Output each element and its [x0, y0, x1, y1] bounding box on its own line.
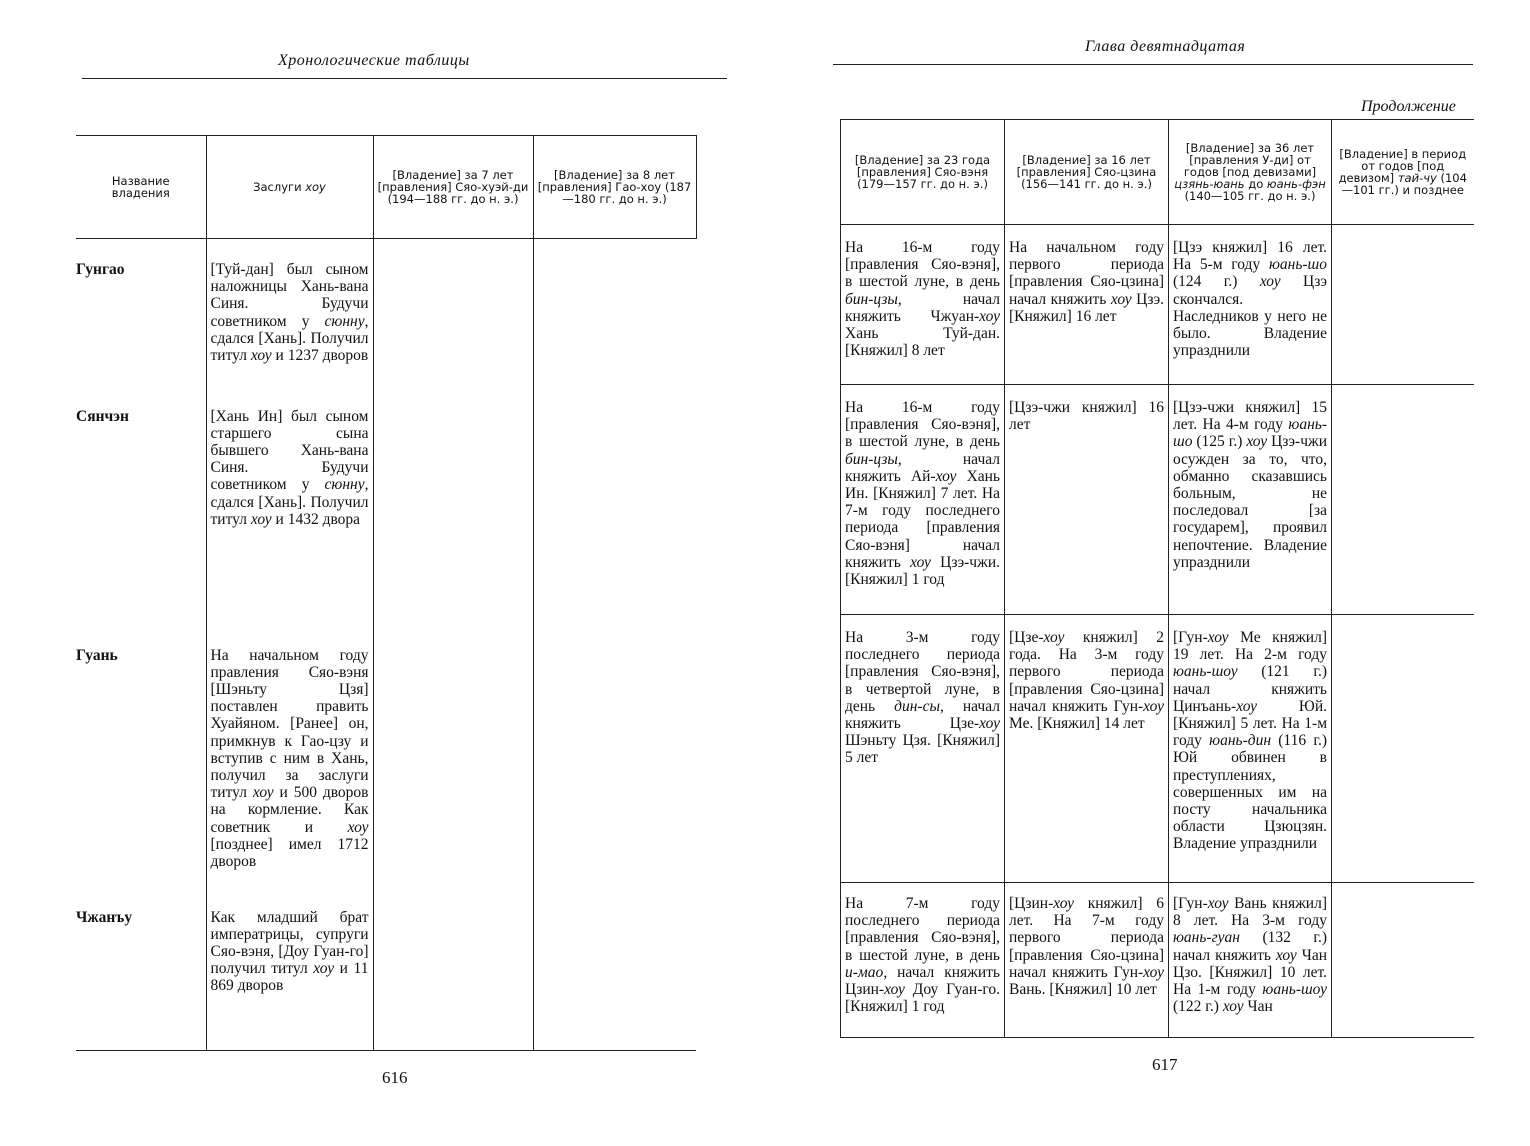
cell-b-text: На начальном году первого периода [правления Сяо-цзина] начал княжить хоу Цзэ. [Княжил] 16 лет — [1009, 239, 1164, 325]
empty-cell — [373, 629, 533, 891]
cell-a — [841, 883, 1005, 1038]
merits-cell — [206, 394, 373, 629]
header-reign-d — [1332, 120, 1474, 225]
cell-b — [1005, 615, 1169, 883]
cell-c-text: [Гун-хоу Вань княжил] 8 лет. На 3-м году юань-гуан (132 г.) начал княжить хоу Чан Цзо. [Княжил] 10 лет. На 1-м году юань-шоу (122 г.) хоу Чан — [1173, 895, 1328, 1016]
cell-d — [1332, 883, 1474, 1038]
cell-c-text: [Гун-хоу Ме княжил] 19 лет. На 2-м году юань-шоу (121 г.) начал княжить Цинъань-хоу Юй. [Княжил] 5 лет. На 1-м году юань-дин (116 г.) Юй обвинен в преступлениях, совершенных им на посту начальника области Цзюцзян. Владение упразднили — [1173, 629, 1327, 853]
domain-name: Гуань — [76, 646, 118, 664]
empty-cell — [533, 239, 696, 394]
left-row — [76, 239, 696, 394]
merits-cell — [206, 891, 373, 1051]
header-merits: Заслуги хоу — [206, 136, 373, 239]
cell-b-text: [Цзин-хоу княжил] 6 лет. На 7-м году первого периода [правления Сяо-цзина] начал княжить Гун-хоу Вань. [Княжил] 10 лет — [1009, 895, 1164, 999]
cell-b — [1005, 225, 1169, 385]
cell-b — [1005, 883, 1169, 1038]
page-number-right: 617 — [1152, 1055, 1178, 1074]
header-reign-d-text: [Владение] в период от годов [под девизом] тай-чу (104—101 гг.) и позднее — [1338, 147, 1467, 197]
merits-text: На начальном году правления Сяо-вэня [Шэньту Цзя] поставлен править Хуайяном. [Ранее] он, примкнув к Гао-цзу и вступив с ним в Хань, получил за заслуги титул хоу и 500 дворов на кормление. Как советник и хоу [позднее] имел 1712 дворов — [210, 646, 369, 870]
continued-label: Продолжение — [1361, 98, 1456, 115]
right-row — [841, 225, 1474, 385]
empty-cell — [373, 394, 533, 629]
header-reign-c — [1169, 120, 1332, 225]
cell-c-text: [Цзэ-чжи княжил] 15 лет. На 4-м году юань-шо (125 г.) хоу Цзэ-чжи осужден за то, что, обманно сказавшись больным, не последовал [за государем], проявил непочтение. Владение упразднили — [1173, 399, 1328, 571]
header-reign-1: [Владение] за 7 лет [правления] Сяо-хуэй-ди (194—188 гг. до н. э.) — [373, 136, 533, 239]
cell-c — [1169, 385, 1332, 615]
empty-cell — [373, 891, 533, 1051]
cell-c — [1169, 225, 1332, 385]
head-rule-left — [82, 78, 727, 79]
domain-name: Гунгао — [76, 261, 125, 278]
right-row — [841, 615, 1474, 883]
cell-a — [841, 225, 1005, 385]
running-head-left: Хронологические таблицы — [278, 52, 470, 69]
right-row — [841, 883, 1474, 1038]
cell-a-text: На 16-м году [правления Сяо-вэня], в шестой луне, в день бин-цзы, начал княжить Чжуан-хоу Хань Туй-дан. [Княжил] 8 лет — [845, 239, 1000, 360]
cell-d — [1332, 225, 1474, 385]
domain-name: Сянчэн — [76, 407, 129, 425]
empty-cell — [373, 239, 533, 394]
merits-cell — [206, 239, 373, 394]
header-reign-2: [Владение] за 8 лет [правления] Гао-хоу (187—180 гг. до н. э.) — [533, 136, 696, 239]
right-page — [765, 0, 1530, 1146]
cell-b-text: [Цзе-хоу княжил] 2 года. На 3-м году первого периода [правления Сяо-цзина] начал княжить Гун-хоу Ме. [Княжил] 14 лет — [1009, 629, 1164, 733]
header-name: Название владения — [111, 174, 170, 200]
left-table — [76, 135, 697, 1051]
cell-d — [1332, 615, 1474, 883]
empty-cell — [533, 891, 696, 1051]
cell-c — [1169, 615, 1332, 883]
cell-a — [841, 615, 1005, 883]
right-header-row — [841, 120, 1474, 225]
domain-name: Чжанъу — [76, 908, 133, 926]
head-rule-right — [833, 64, 1473, 65]
merits-text: [Туй-дан] был сыном наложницы Хань-вана Синя. Будучи советником у сюнну, сдался [Хань]. Получил титул хоу и 1237 дворов — [210, 261, 369, 365]
merits-text: Как младший брат императрицы, супруги Сяо-вэня, [Доу Гуан-го] получил титул хоу и 11 869 дворов — [210, 908, 369, 995]
cell-a-text: На 7-м году последнего периода [правления Сяо-вэня], в шестой луне, в день и-мао, начал княжить Цзин-хоу Доу Гуан-го. [Княжил] 1 год — [845, 895, 1000, 1016]
left-header-row — [76, 136, 696, 239]
running-head-right: Глава девятнадцатая — [1085, 38, 1246, 55]
cell-b — [1005, 385, 1169, 615]
cell-b-text: [Цзэ-чжи княжил] 16 лет — [1009, 399, 1164, 434]
header-reign-c-text: [Владение] за 36 лет [правления У-ди] от годов [под девизами] цзянь-юань до юань-фэн (140—105 гг. до н. э.) — [1174, 141, 1326, 203]
header-reign-b: [Владение] за 16 лет [правления] Сяо-цзина (156—141 гг. до н. э.) — [1005, 120, 1169, 225]
right-row — [841, 385, 1474, 615]
cell-c — [1169, 883, 1332, 1038]
empty-cell — [533, 394, 696, 629]
cell-a-text: На 3-м году последнего периода [правления Сяо-вэня], в четвертой луне, в день дин-сы, начал княжить Цзе-хоу Шэньту Цзя. [Княжил] 5 лет — [845, 629, 1000, 767]
page-number-left: 616 — [382, 1068, 408, 1087]
header-reign-a: [Владение] за 23 года [правления] Сяо-вэня (179—157 гг. до н. э.) — [841, 120, 1005, 225]
cell-a-text: На 16-м году [правления Сяо-вэня], в шестой луне, в день бин-цзы, начал княжить Ай-хоу Хань Ин. [Княжил] 7 лет. На 7-м году последнего периода [правления Сяо-вэня] начал княжить хоу Цзэ-чжи. [Княжил] 1 год — [845, 399, 1000, 589]
cell-d — [1332, 385, 1474, 615]
empty-cell — [533, 629, 696, 891]
right-table — [840, 119, 1474, 1038]
cell-a — [841, 385, 1005, 615]
merits-text: [Хань Ин] был сыном старшего сына бывшего Хань-вана Синя. Будучи советником у сюнну, сдался [Хань]. Получил титул хоу и 1432 двора — [210, 407, 369, 528]
merits-cell — [206, 629, 373, 891]
left-row — [76, 891, 696, 1051]
left-row — [76, 394, 696, 629]
left-row — [76, 629, 696, 891]
cell-c-text: [Цзэ княжил] 16 лет. На 5-м году юань-шо (124 г.) хоу Цзэ скончался. Наследников у него не было. Владение упразднили — [1173, 239, 1327, 360]
